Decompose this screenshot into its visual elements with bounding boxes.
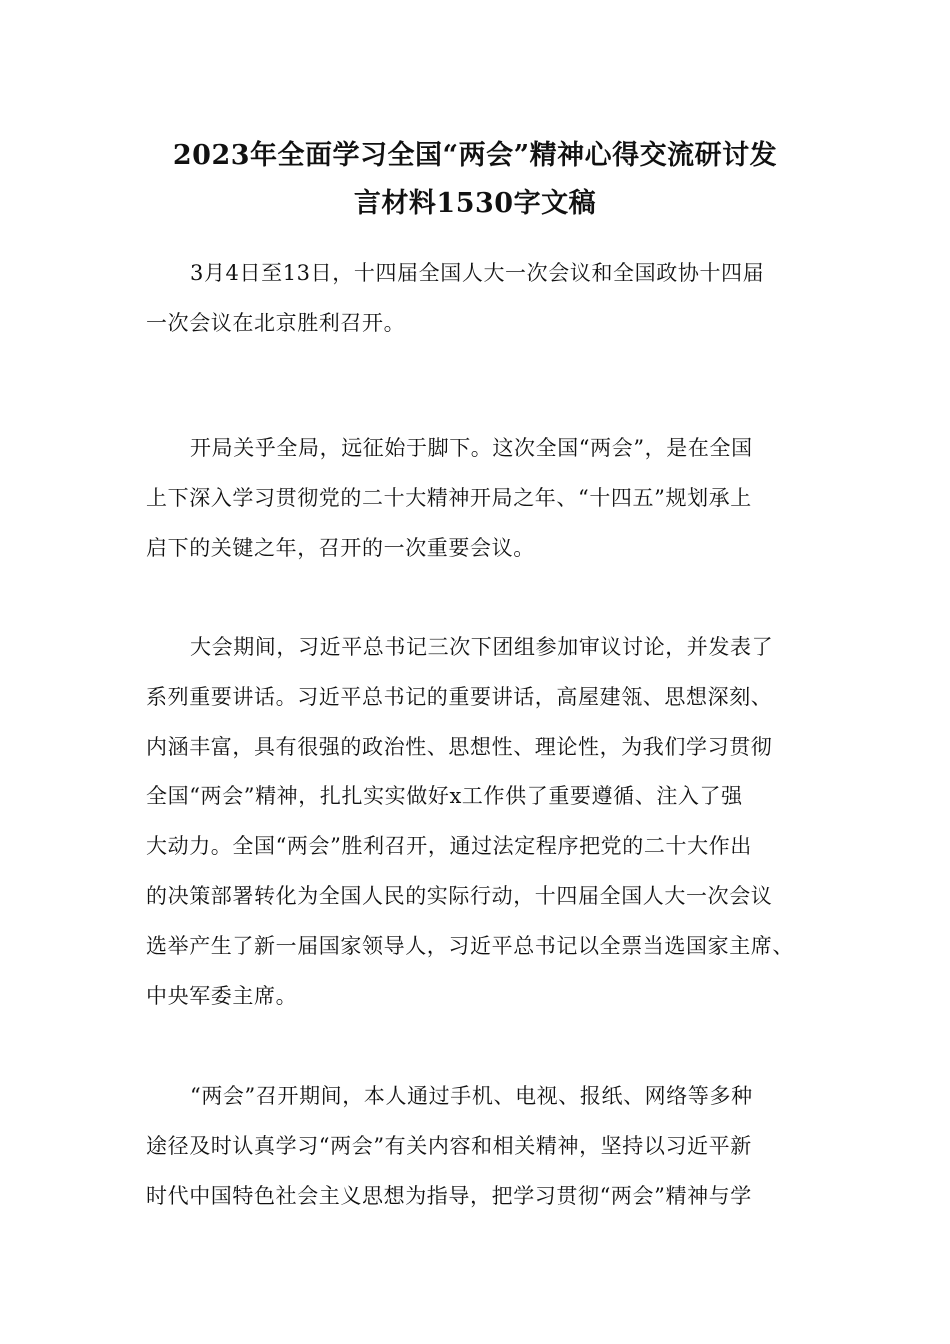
paragraph-line: “两会”召开期间，本人通过手机、电视、报纸、网络等多种 [190, 1084, 753, 1108]
paragraph-line: 系列重要讲话。习近平总书记的重要讲话，高屋建瓴、思想深刻、 [146, 684, 773, 709]
paragraph-line: 大会期间，习近平总书记三次下团组参加审议讨论，并发表了 [190, 635, 774, 659]
paragraph-line: 中央军委主席。 [146, 983, 298, 1008]
paragraph-2 [146, 424, 826, 573]
paragraph-line: 3月4日至13日，十四届全国人大一次会议和全国政协十四届 [190, 261, 765, 285]
paragraph-line: 选举产生了新一届国家领导人，习近平总书记以全票当选国家主席、 [146, 933, 794, 958]
paragraph-1 [146, 249, 826, 349]
title-line: 2023年全面学习全国“两会”精神心得交流研讨发 [172, 140, 778, 171]
paragraph-line: 途径及时认真学习“两会”有关内容和相关精神，坚持以习近平新 [146, 1133, 752, 1158]
paragraph-line: 大动力。全国“两会”胜利召开，通过法定程序把党的二十大作出 [146, 834, 752, 859]
paragraph-line: 上下深入学习贯彻党的二十大精神开局之年、“十四五”规划承上 [146, 485, 752, 510]
paragraph-4 [146, 1072, 826, 1221]
title-line: 言材料1530字文稿 [353, 188, 597, 219]
paragraph-line: 的决策部署转化为全国人民的实际行动，十四届全国人大一次会议 [146, 883, 773, 908]
paragraph-line: 全国“两会”精神，扎扎实实做好x工作供了重要遵循、注入了强 [146, 784, 743, 809]
paragraph-line: 一次会议在北京胜利召开。 [146, 310, 406, 335]
paragraph-line: 启下的关键之年，召开的一次重要会议。 [146, 535, 535, 560]
paragraph-3 [146, 623, 826, 1021]
document-title [120, 132, 830, 228]
paragraph-line: 时代中国特色社会主义思想为指导，把学习贯彻“两会”精神与学 [146, 1183, 752, 1208]
paragraph-line: 开局关乎全局，远征始于脚下。这次全国“两会”，是在全国 [190, 436, 753, 460]
paragraph-line: 内涵丰富，具有很强的政治性、思想性、理论性，为我们学习贯彻 [146, 734, 773, 759]
